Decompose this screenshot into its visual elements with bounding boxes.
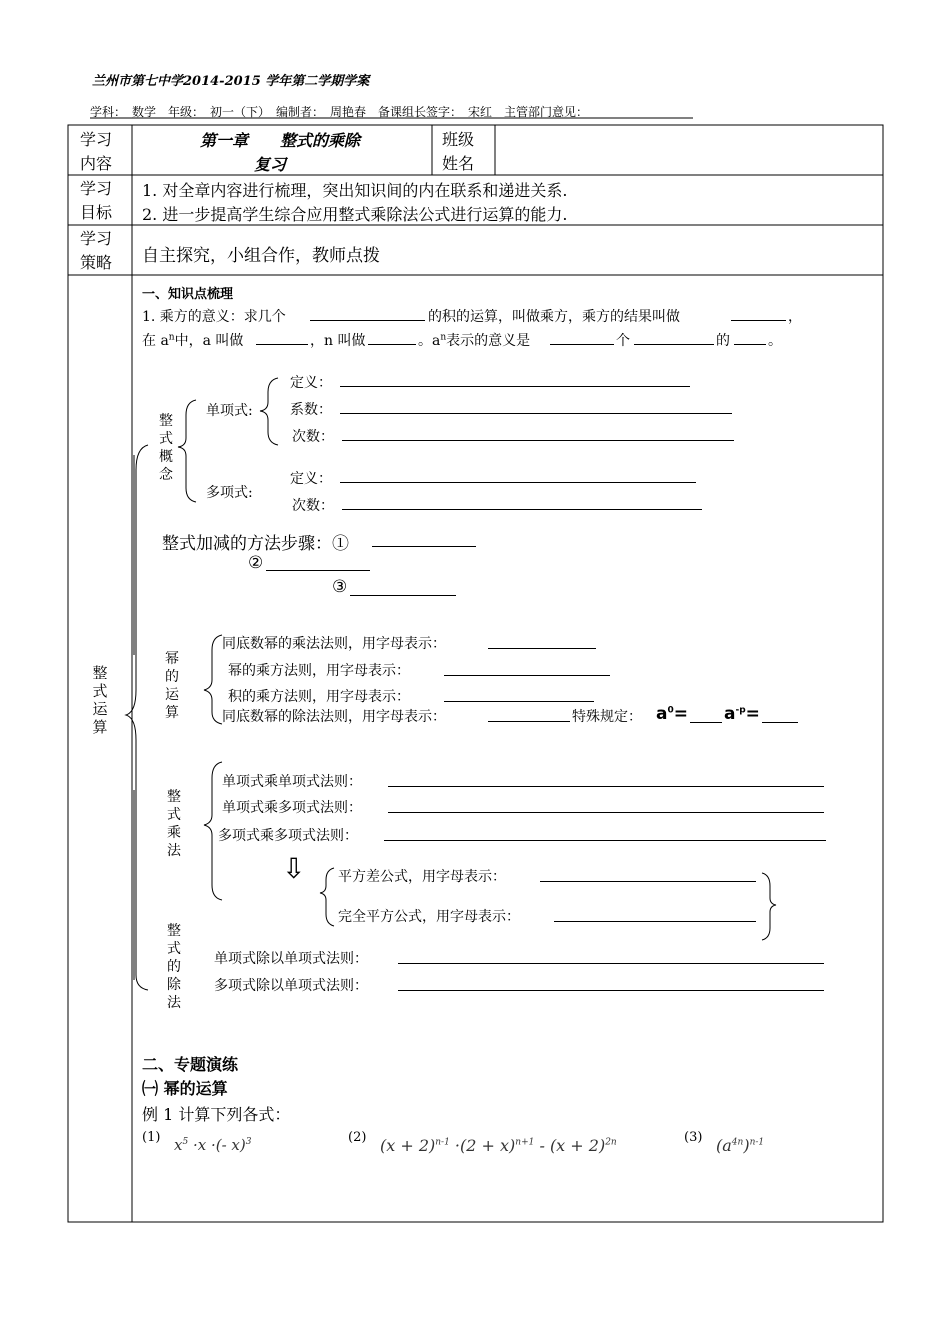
meta-line: 学科： 数学 年级： 初一（下） 编制者： 周艳春 备课组长签字： 宋红 主管部门意见： <box>90 105 589 119</box>
school-header: 兰州市第七中学2014-2015 学年第二学期学案 <box>92 74 370 89</box>
main-brace <box>126 445 148 990</box>
addsub-steps: 整式加减的方法步骤：① <box>162 534 349 554</box>
q3-number: (3) <box>684 1130 703 1145</box>
div-label: 整式的除法 <box>167 923 181 1011</box>
label-expression-operations: 整式运算 <box>92 664 108 736</box>
down-arrow-icon: ⇩ <box>282 852 306 885</box>
label-class-name: 班级姓名 <box>442 130 475 173</box>
q1-number: (1) <box>142 1130 161 1145</box>
power-meaning-2: 在 $a^n$中，a 叫做 <box>142 332 244 349</box>
practice-sub1: ㈠ 幂的运算 <box>142 1079 228 1098</box>
label-study-goal: 学习目标 <box>80 179 113 222</box>
q2-expression: $(x + 2)^{n-1} \cdot(2 + x)^{n+1} - (x + 2)^{2n}$ <box>380 1136 617 1155</box>
chapter-title: 第一章 整式的乘除 <box>200 131 361 150</box>
q2-number: (2) <box>348 1130 367 1145</box>
label-study-strategy: 学习策略 <box>80 229 113 272</box>
knowledge-title: 一、知识点梳理 <box>142 287 234 302</box>
example-1: 例 1 计算下列各式： <box>142 1105 291 1124</box>
label-study-content: 学习内容 <box>80 130 113 173</box>
fill-line <box>340 386 690 387</box>
monomial-label: 单项式: <box>206 403 253 419</box>
practice-title: 二、专题演练 <box>142 1055 239 1074</box>
q3-expression: $(a^{4n})^{n-1}$ <box>716 1136 765 1155</box>
polynomial-label: 多项式: <box>206 485 253 501</box>
chapter-review: 复习 <box>254 155 287 174</box>
special-rule-ap: $a^{-p}=$ <box>724 704 760 724</box>
special-rule-a0: $a^0=$ <box>656 704 688 724</box>
power-meaning-1: 1. 乘方的意义：求几个 <box>142 309 286 325</box>
strategy: 自主探究，小组合作，教师点拨 <box>142 246 380 266</box>
goal-2: 2. 进一步提高学生综合应用整式乘除法公式进行运算的能力. <box>142 205 568 224</box>
goal-1: 1. 对全章内容进行梳理，突出知识间的内在联系和递进关系. <box>142 181 568 200</box>
power-label: 幂的运算 <box>165 651 179 721</box>
concept-label: 整式概念 <box>159 413 173 483</box>
q1-expression: $x^5 \cdot x$ ·(- x)$^3$ <box>174 1136 252 1154</box>
mult-label: 整式乘法 <box>167 789 181 859</box>
